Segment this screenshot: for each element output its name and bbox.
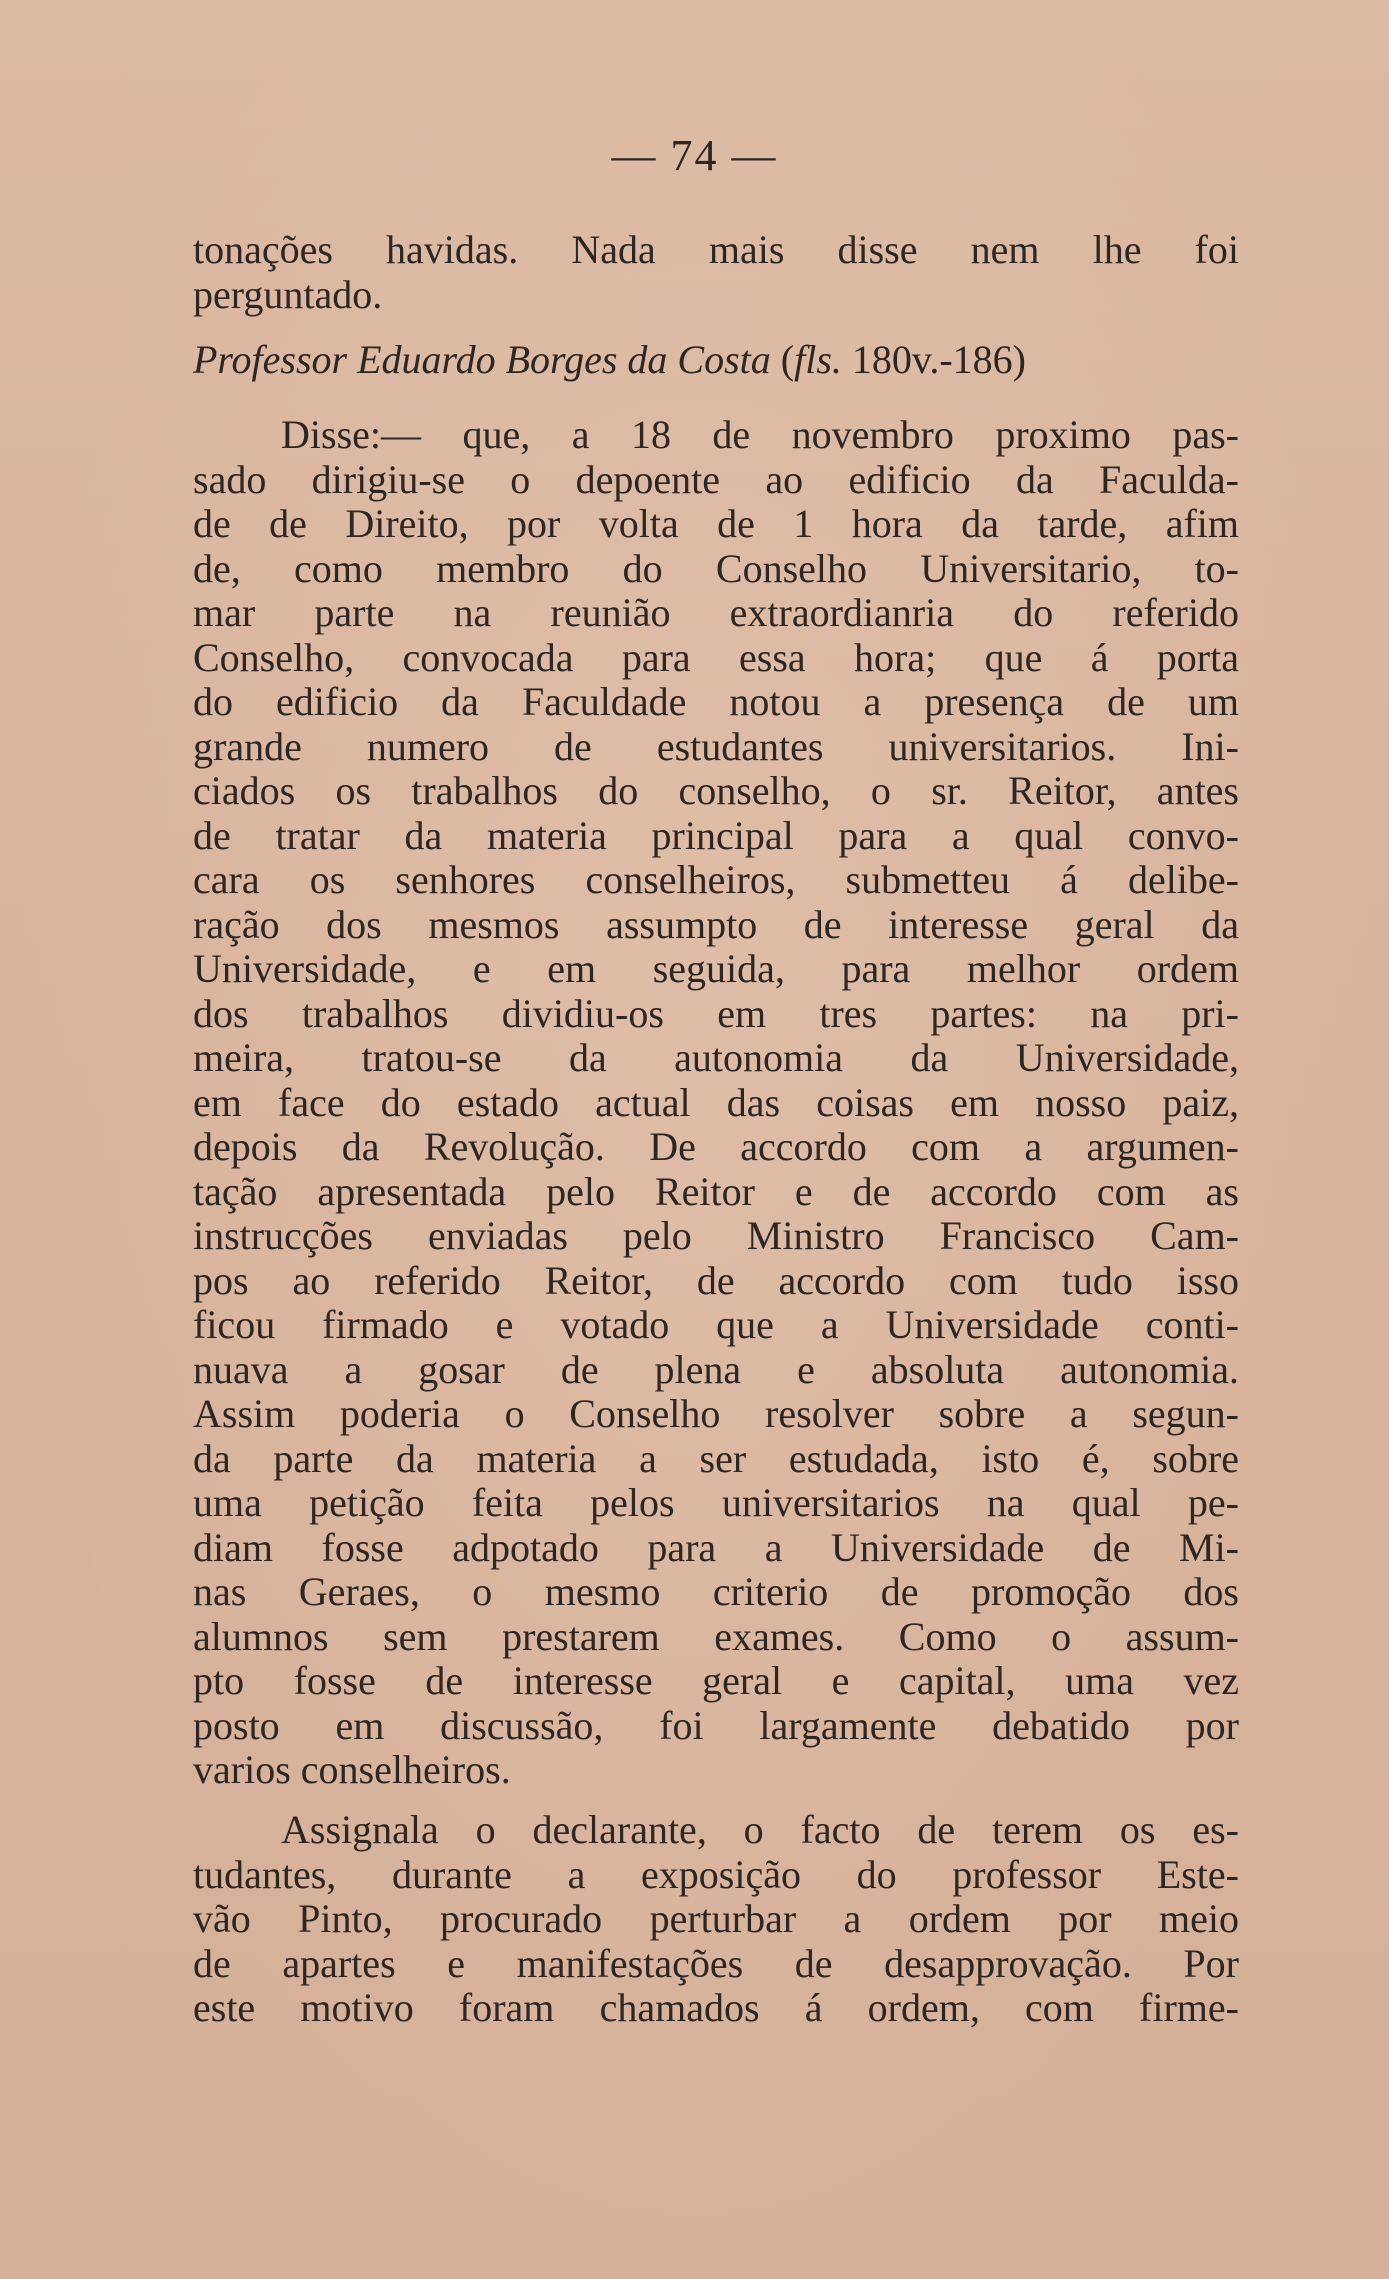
page-number: — 74 — (611, 131, 778, 180)
text-line: Disse:— que, a 18 de novembro proximo pas- (281, 412, 1239, 457)
text-line: ciados os trabalhos do conselho, o sr. Reitor, antes (193, 768, 1239, 813)
text-line: Conselho, convocada para essa hora; que á porta (193, 634, 1239, 680)
text-line: dos trabalhos dividiu-os em tres partes: na pri- (193, 990, 1239, 1036)
text-line: perguntado. (193, 271, 383, 317)
text-line: do edificio da Faculdade notou a presença de um (193, 679, 1239, 724)
text-line: posto em discussão, foi largamente debatido por (193, 1702, 1239, 1748)
text-line: vão Pinto, procurado perturbar a ordem por meio (193, 1896, 1239, 1941)
text-line: tudantes, durante a exposição do professor Este- (193, 1851, 1239, 1897)
text-line: Assignala o declarante, o facto de terem os es- (281, 1807, 1239, 1852)
paragraph-1 (193, 228, 1239, 317)
text-line: tação apresentada pelo Reitor e de accordo com as (193, 1168, 1239, 1214)
text-line: pos ao referido Reitor, de accordo com tudo isso (193, 1257, 1239, 1303)
text-line: grande numero de estudantes universitarios. Ini- (193, 723, 1239, 769)
text-line: nas Geraes, o mesmo criterio de promoção dos (193, 1569, 1239, 1614)
text-line: meira, tratou-se da autonomia da Universidade, (193, 1035, 1239, 1080)
text-line: de de Direito, por volta de 1 hora da tarde, afim (193, 501, 1239, 546)
text-line: nuava a gosar de plena e absoluta autonomia. (193, 1346, 1239, 1392)
text-line: de apartes e manifestações de desapprovação. Por (193, 1940, 1239, 1986)
text-line: pto fosse de interesse geral e capital, uma vez (193, 1658, 1239, 1703)
text-line: ração dos mesmos assumpto de interesse geral da (193, 901, 1239, 947)
folio-ref-open: ( (770, 337, 795, 382)
text-line: mar parte na reunião extraordianria do referido (193, 590, 1239, 635)
text-line: uma petição feita pelos universitarios na qual pe- (193, 1480, 1239, 1525)
text-line: diam fosse adpotado para a Universidade de Mi- (193, 1524, 1239, 1570)
text-line: Universidade, e em seguida, para melhor ordem (193, 946, 1239, 991)
heading-line (193, 338, 1239, 383)
folio-label: fls. (794, 337, 842, 382)
text-line: varios conselheiros. (193, 1747, 511, 1792)
text-line: depois da Revolução. De accordo com a argumen- (193, 1124, 1239, 1169)
testimony-heading (193, 338, 1239, 383)
text-line: de tratar da materia principal para a qual convo- (193, 812, 1239, 858)
paragraph-2 (193, 413, 1239, 1793)
text-line: sado dirigiu-se o depoente ao edificio da Faculda- (193, 456, 1239, 502)
paragraph-3 (193, 1808, 1239, 2031)
text-line: em face do estado actual das coisas em nosso paiz, (193, 1079, 1239, 1125)
text-line: instrucções enviadas pelo Ministro Francisco Cam- (193, 1213, 1239, 1258)
text-line: alumnos sem prestarem exames. Como o assum- (193, 1613, 1239, 1659)
text-line: da parte da materia a ser estudada, isto é, sobre (193, 1435, 1239, 1481)
text-line: cara os senhores conselheiros, submetteu á delibe- (193, 857, 1239, 902)
witness-name: Professor Eduardo Borges da Costa (193, 337, 771, 382)
text-line: de, como membro do Conselho Universitario, to- (193, 545, 1239, 591)
folio-pages: 180v.-186) (841, 337, 1026, 382)
text-line: tonações havidas. Nada mais disse nem lhe foi (193, 227, 1239, 272)
text-line: este motivo foram chamados á ordem, com firme- (193, 1985, 1239, 2030)
text-line: Assim poderia o Conselho resolver sobre a segun- (193, 1391, 1239, 1436)
text-line: ficou firmado e votado que a Universidade conti- (193, 1302, 1239, 1347)
